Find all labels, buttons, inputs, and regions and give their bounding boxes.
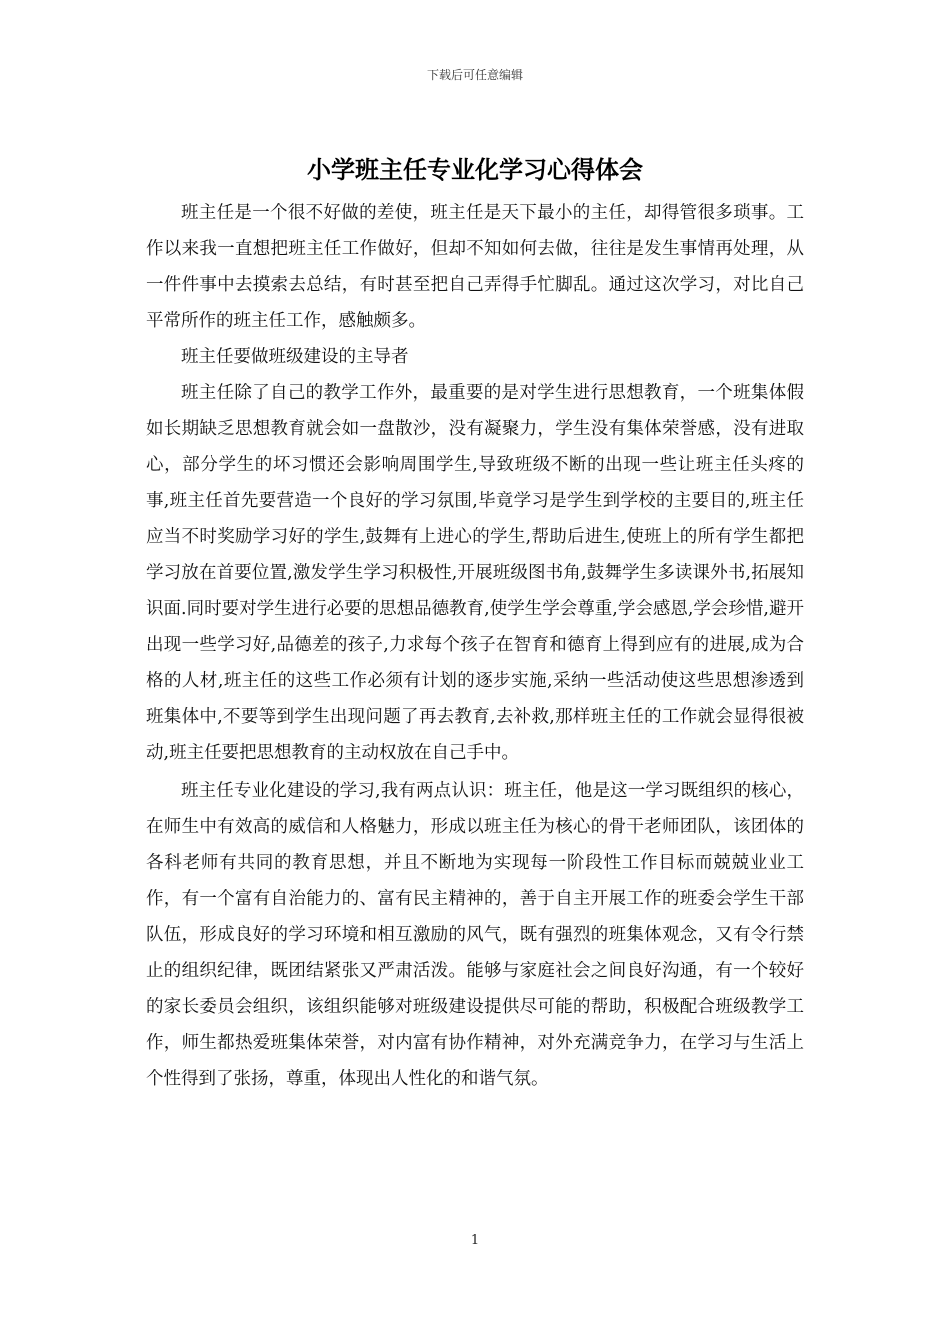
paragraph-intro: 班主任是一个很不好做的差使，班主任是天下最小的主任，却得管很多琐事。工作以来我一直想把班主任工作做好，但却不知如何去做，往往是发生事情再处理，从一件件事中去摸索去总结，有时甚至把自己弄得手忙脚乱。通过这次学习，对比自己平常所作的班主任工作，感触颇多。 [146,203,804,331]
paragraph-heading: 班主任要做班级建设的主导者 [181,347,409,367]
paragraph-class-building: 班主任除了自己的教学工作外，最重要的是对学生进行思想教育，一个班集体假如长期缺乏思想教育就会如一盘散沙，没有凝聚力，学生没有集体荣誉感，没有进取心，部分学生的坏习惯还会影响周围学生,导致班级不断的出现一些让班主任头疼的事,班主任首先要营造一个良好的学习氛围,毕竟学习是学生到学校的主要目的,班主任应当不时奖励学习好的学生,鼓舞有上进心的学生,帮助后进生,使班上的所有学生都把学习放在首要位置,激发学生学习积极性,开展班级图书角,鼓舞学生多读课外书,拓展知识面.同时要对学生进行必要的思想品德教育,使学生学会尊重,学会感恩,学会珍惜,避开出现一些学习好,品德差的孩子,力求每个孩子在智育和德育上得到应有的进展,成为合格的人材,班主任的这些工作必须有计划的逐步实施,采纳一些活动使这些思想渗透到班集体中,不要等到学生出现问题了再去教育,去补救,那样班主任的工作就会显得很被动,班主任要把思想教育的主动权放在自己手中。 [146,383,804,763]
paragraph-professional-learning: 班主任专业化建设的学习,我有两点认识：班主任，他是这一学习既组织的核心，在师生中有效高的威信和人格魅力，形成以班主任为核心的骨干老师团队，该团体的各科老师有共同的教育思想，并且不断地为实现每一阶段性工作目标而兢兢业业工作，有一个富有自治能力的、富有民主精神的，善于自主开展工作的班委会学生干部队伍，形成良好的学习环境和相互激励的风气，既有强烈的班集体观念，又有令行禁止的组织纪律，既团结紧张又严肃活泼。能够与家庭社会之间良好沟通，有一个较好的家长委员会组织，该组织能够对班级建设提供尽可能的帮助，积极配合班级教学工作，师生都热爱班集体荣誉，对内富有协作精神，对外充满竞争力，在学习与生活上个性得到了张扬，尊重，体现出人性化的和谐气氛。 [146,781,804,1089]
document-body [146,195,804,1097]
header-note: 下载后可任意编辑 [426,68,523,82]
page-number: 1 [470,1233,480,1248]
document-title: 小学班主任专业化学习心得体会 [307,155,643,184]
